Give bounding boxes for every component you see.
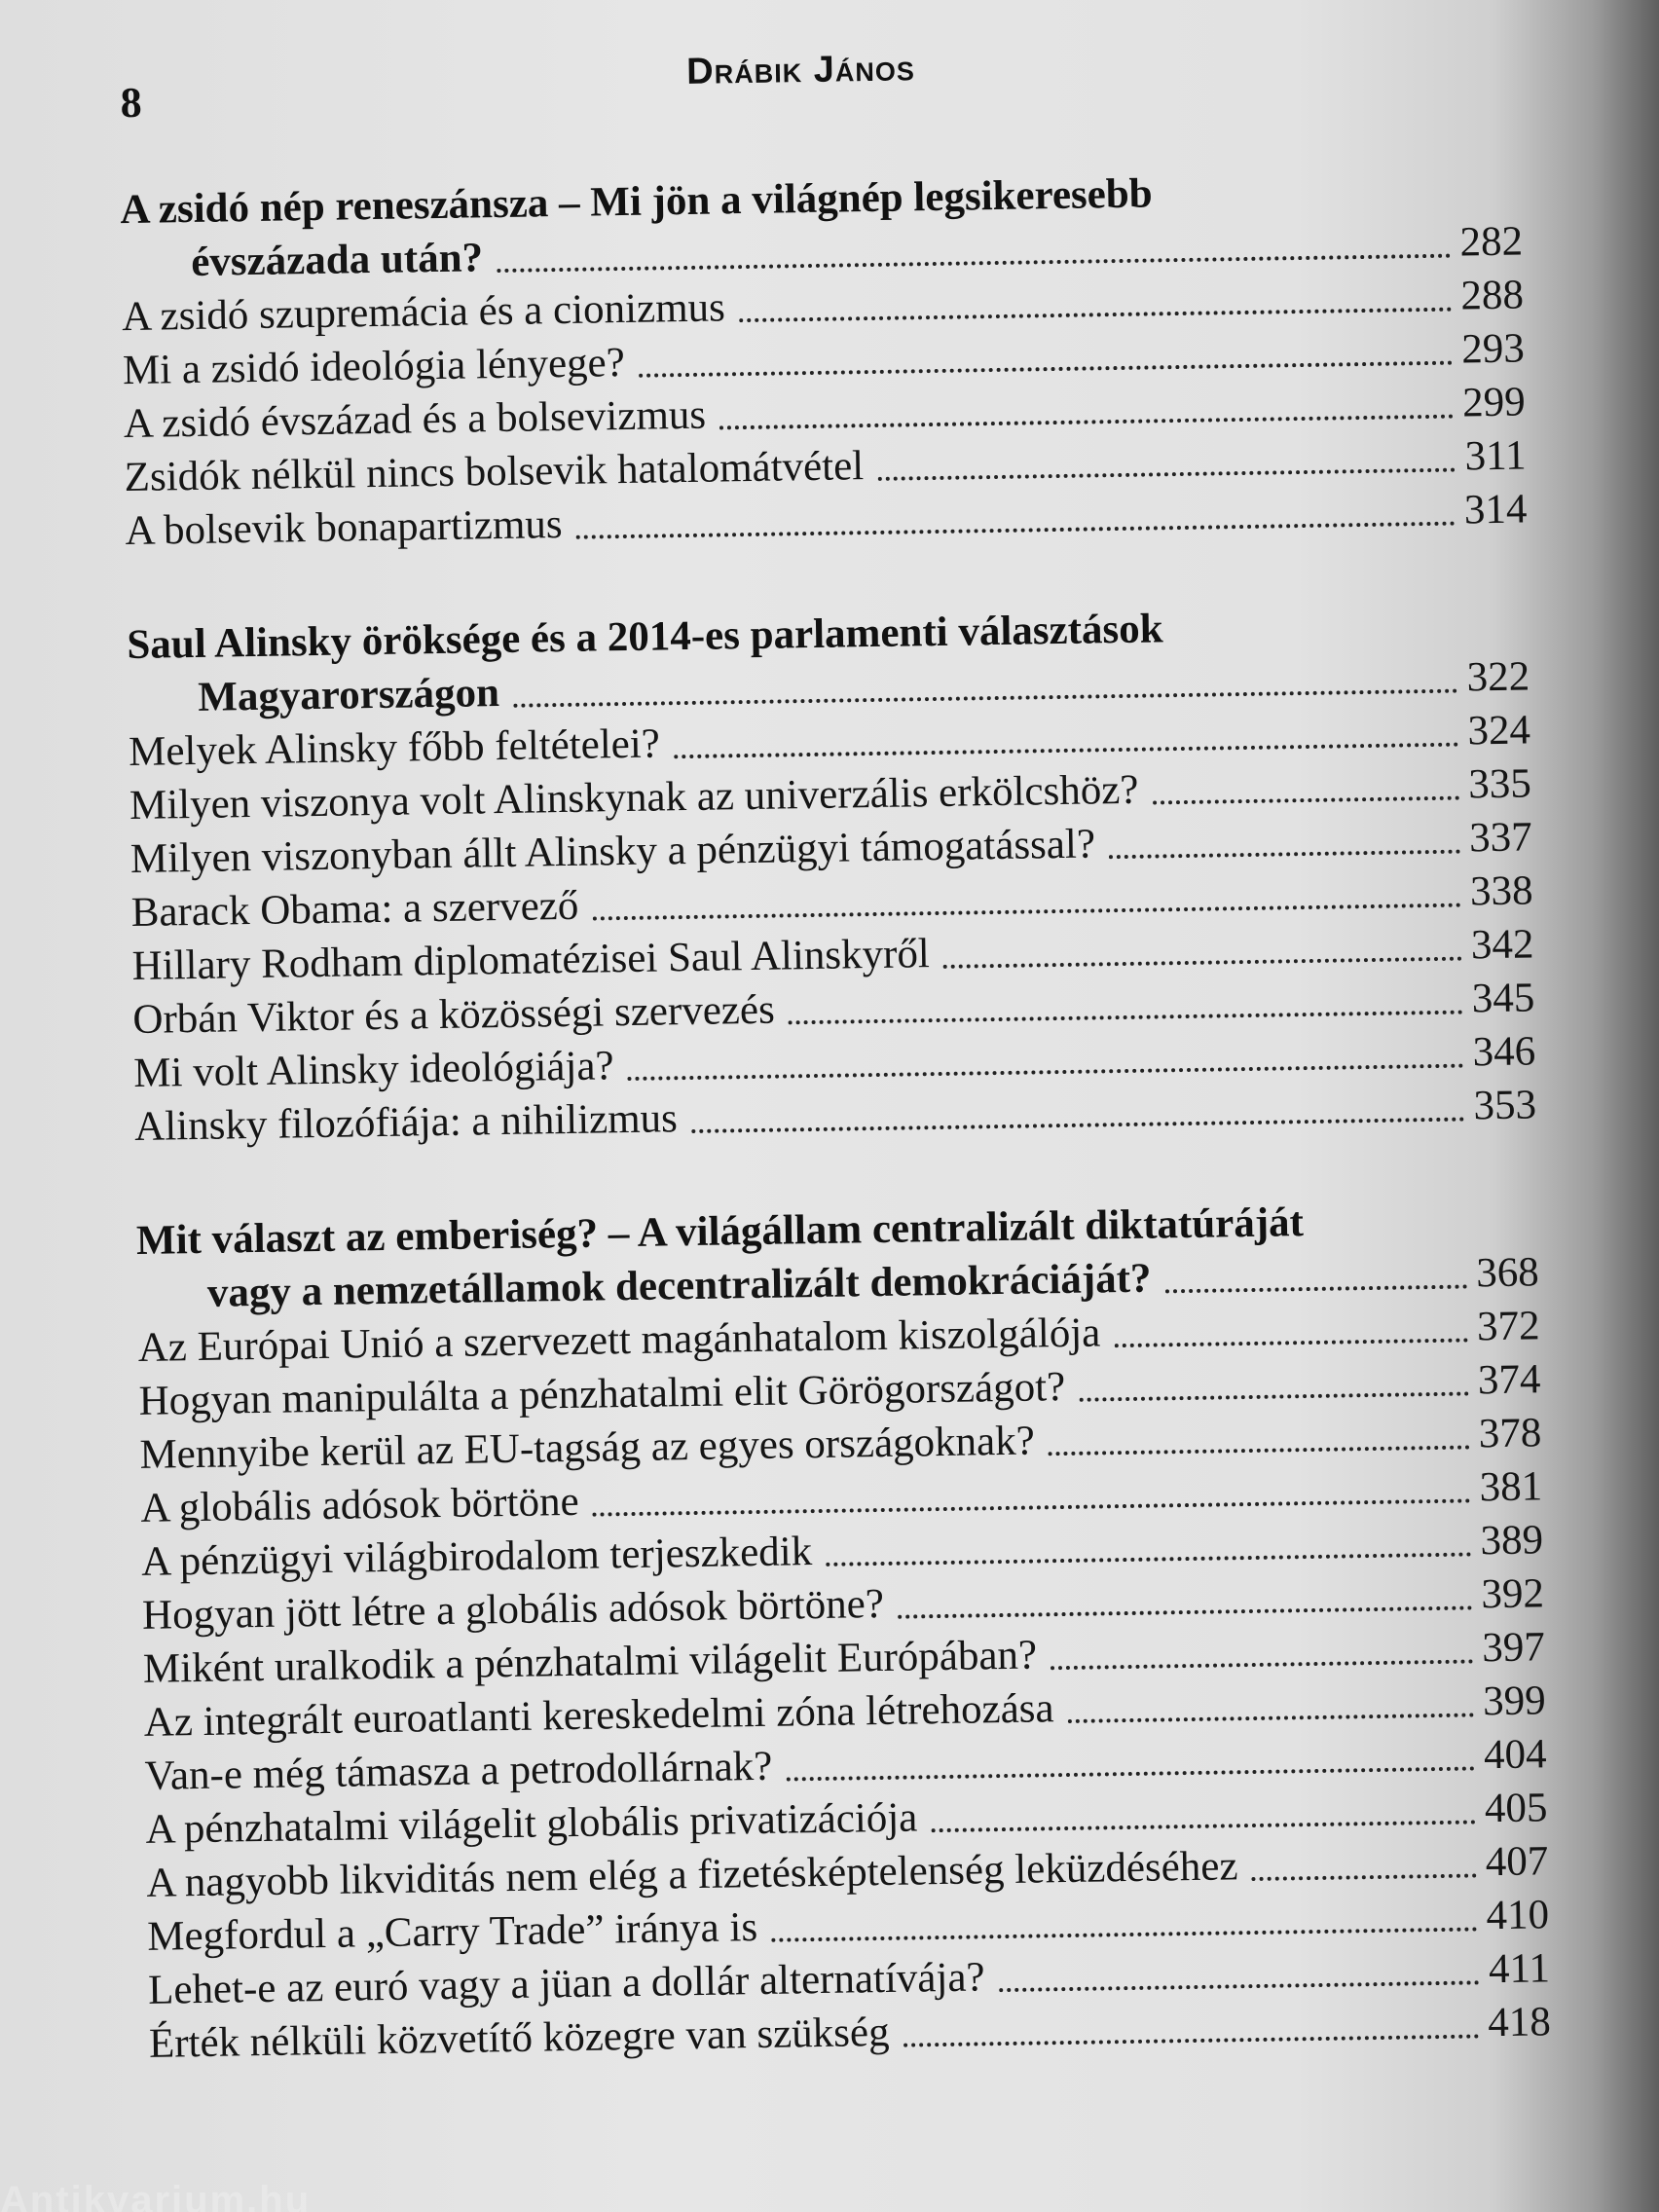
- page-ref: 337: [1468, 814, 1533, 862]
- entry-title: A globális adósok börtöne: [139, 1478, 579, 1531]
- entry-title: Van-e még támasza a petrodollárnak?: [144, 1743, 773, 1799]
- page-ref: 345: [1471, 975, 1535, 1022]
- page-ref: 338: [1469, 867, 1533, 915]
- dot-leader: [1079, 1391, 1468, 1401]
- dot-leader: [1049, 1445, 1469, 1456]
- entry-title: Miként uralkodik a pénzhatalmi világelit Európában?: [142, 1632, 1038, 1692]
- page-ref: 342: [1470, 921, 1534, 969]
- section-heading: Saul Alinsky öröksége és a 2014-es parlamenti választások: [127, 606, 1163, 669]
- dot-leader: [786, 1766, 1474, 1781]
- dot-leader: [497, 254, 1451, 273]
- page-ref: 353: [1473, 1082, 1537, 1129]
- dot-leader: [719, 415, 1453, 430]
- entry-title: Milyen viszonya volt Alinskynak az univerzális erkölcshöz?: [129, 766, 1139, 830]
- dot-leader: [771, 1927, 1477, 1941]
- dot-leader: [691, 1118, 1464, 1133]
- entry-title: Mi a zsidó ideológia lényege?: [122, 339, 626, 394]
- dot-leader: [999, 1980, 1480, 1992]
- page-ref: 418: [1487, 1999, 1552, 2046]
- dot-leader: [1165, 1285, 1467, 1294]
- entry-title: A bolsevik bonapartizmus: [125, 500, 563, 555]
- page-ref: 410: [1486, 1892, 1550, 1939]
- toc-section: [136, 1192, 1552, 2071]
- dot-leader: [877, 468, 1456, 481]
- entry-title: Orbán Viktor és a közösségi szervezés: [132, 986, 776, 1043]
- page-ref: 392: [1481, 1570, 1545, 1618]
- dot-leader: [1068, 1713, 1474, 1723]
- page-ref: 399: [1482, 1677, 1547, 1725]
- entry-title: Lehet-e az euró vagy a jüan a dollár alternatívája?: [147, 1954, 985, 2013]
- page-ref: 299: [1461, 379, 1527, 426]
- entry-title: Az Európai Unió a szervezett magánhatalom kiszolgálója: [137, 1309, 1101, 1371]
- dot-leader: [739, 308, 1452, 322]
- page-ref: 314: [1463, 486, 1528, 534]
- page-ref: 407: [1485, 1838, 1549, 1886]
- page-ref: 293: [1460, 325, 1526, 373]
- section-heading-text: Magyarországon: [197, 670, 500, 720]
- entry-title: Hillary Rodham diplomatézisei Saul Alinskyről: [131, 931, 931, 989]
- dot-leader: [576, 522, 1455, 539]
- entry-title: Mi volt Alinsky ideológiája?: [132, 1043, 614, 1096]
- page-number: 8: [120, 78, 143, 128]
- entry-title: A zsidó szupremácia és a cionizmus: [121, 284, 726, 341]
- page-ref: 404: [1483, 1731, 1547, 1779]
- page-ref: 405: [1484, 1785, 1548, 1832]
- dot-leader: [592, 903, 1460, 921]
- entry-title: Barack Obama: a szervező: [130, 882, 579, 936]
- page-ref: 397: [1481, 1624, 1546, 1672]
- running-head: Drábik János: [685, 48, 916, 92]
- entry-title: A pénzhatalmi világelit globális privatizációja: [145, 1794, 918, 1853]
- page-ref: 288: [1460, 272, 1525, 319]
- dot-leader: [1252, 1873, 1476, 1881]
- dot-leader: [898, 1605, 1472, 1618]
- entry-title: Érték nélküli közvetítő közegre van szükség: [148, 2009, 890, 2067]
- dot-leader: [931, 1820, 1475, 1832]
- entry-title: A nagyobb likviditás nem elég a fizetésképtelenség leküzdéséhez: [146, 1843, 1238, 1906]
- page-ref: 378: [1478, 1410, 1542, 1457]
- page-ref: 411: [1488, 1945, 1551, 1993]
- toc-section: [120, 161, 1528, 558]
- dot-leader: [903, 2034, 1479, 2046]
- entry-title: Hogyan jött létre a globális adósok börtöne?: [141, 1580, 885, 1639]
- section-heading: Mit választ az emberiség? – A világállam centralizált diktatúráját: [135, 1199, 1305, 1264]
- page-ref: 311: [1464, 432, 1527, 480]
- page-ref: 381: [1479, 1463, 1543, 1511]
- section-heading-text: évszázada után?: [190, 235, 484, 285]
- entry-title: Hogyan manipulálta a pénzhatalmi elit Görögországot?: [138, 1363, 1066, 1424]
- dot-leader: [1114, 1338, 1467, 1347]
- entry-title: Megfordul a „Carry Trade” iránya is: [146, 1904, 758, 1960]
- page-ref: 368: [1475, 1249, 1540, 1297]
- entry-title: Az integrált euroatlanti kereskedelmi zóna létrehozása: [143, 1685, 1054, 1746]
- toc-section: [127, 596, 1536, 1154]
- page-ref: 389: [1480, 1517, 1544, 1565]
- dot-leader: [1051, 1659, 1472, 1670]
- entry-title: Zsidók nélkül nincs bolsevik hatalomátvétel: [124, 443, 865, 501]
- dot-leader: [674, 743, 1458, 759]
- dot-leader: [1109, 850, 1459, 860]
- entry-title: A zsidó évszázad és a bolsevizmus: [123, 391, 707, 448]
- page-ref: 282: [1459, 218, 1524, 266]
- dot-leader: [826, 1552, 1470, 1566]
- watermark: Antikvarium.hu: [0, 2179, 312, 2212]
- entry-title: Alinsky filozófiája: a nihilizmus: [133, 1095, 679, 1150]
- page-ref: 346: [1472, 1028, 1536, 1076]
- page-ref: 374: [1477, 1356, 1541, 1404]
- page-ref: 372: [1476, 1303, 1540, 1350]
- table-of-contents: [120, 161, 1552, 2130]
- dot-leader: [1153, 796, 1459, 805]
- dot-leader: [513, 689, 1457, 708]
- section-heading: A zsidó nép reneszánsza – Mi jön a világnép legsikeresebb: [120, 170, 1153, 234]
- entry-title: Mennyibe kerül az EU-tagság az egyes országoknak?: [139, 1418, 1036, 1478]
- page-ref: 322: [1466, 653, 1530, 701]
- entry-title: Milyen viszonyban állt Alinsky a pénzügyi támogatással?: [129, 821, 1096, 883]
- dot-leader: [628, 1064, 1463, 1081]
- dot-leader: [789, 1011, 1462, 1025]
- entry-title: Melyek Alinsky főbb feltételei?: [128, 720, 661, 776]
- section-heading-text: vagy a nemzetállamok decentralizált demokráciáját?: [206, 1255, 1152, 1316]
- entry-title: A pénzügyi világbirodalom terjeszkedik: [140, 1529, 813, 1585]
- page-ref: 335: [1467, 760, 1532, 808]
- dot-leader: [639, 361, 1453, 378]
- dot-leader: [593, 1498, 1470, 1516]
- page-ref: 324: [1467, 707, 1531, 755]
- dot-leader: [943, 957, 1461, 969]
